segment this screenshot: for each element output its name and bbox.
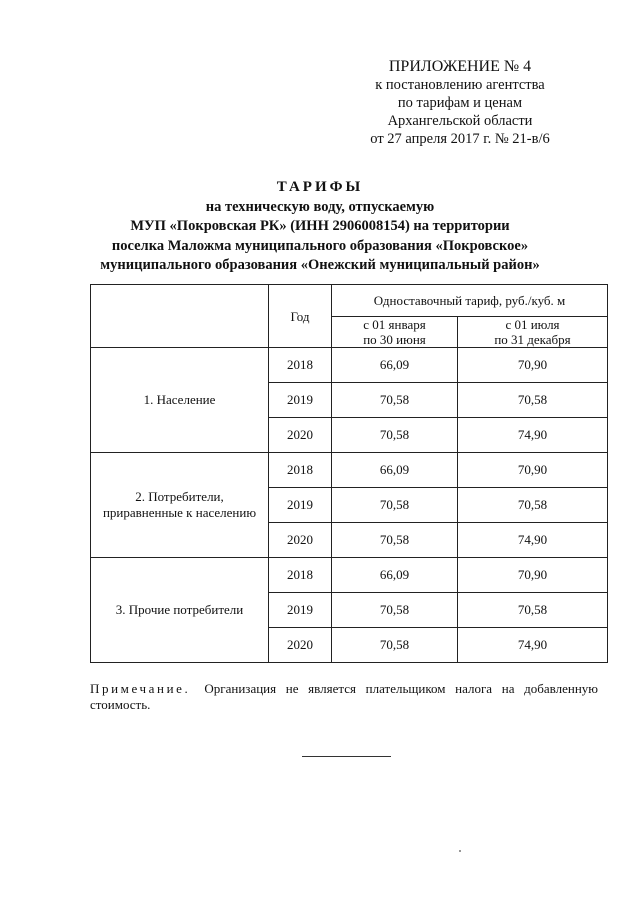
year-cell: 2018 (269, 348, 332, 383)
category-cell (91, 348, 269, 453)
tariff-h1-cell: 66,09 (332, 453, 458, 488)
tariff-h1-cell: 70,58 (332, 593, 458, 628)
category-cell (91, 558, 269, 663)
tariff-h2-cell: 70,58 (458, 488, 608, 523)
tariff-table (90, 284, 608, 663)
header-tariff: Одноставочный тариф, руб./куб. м (332, 285, 608, 317)
header-period-2-line2: по 31 декабря (494, 332, 571, 347)
year-cell: 2019 (269, 383, 332, 418)
appendix-line: к постановлению агентства (375, 77, 545, 93)
category-cell (91, 453, 269, 558)
table-row (91, 453, 608, 488)
header-period-2-line1: с 01 июля (505, 317, 560, 332)
year-cell: 2020 (269, 418, 332, 453)
document-heading: ТАРИФЫ (276, 179, 364, 195)
tariff-h1-cell: 70,58 (332, 488, 458, 523)
year-cell: 2019 (269, 488, 332, 523)
year-cell: 2020 (269, 523, 332, 558)
tariff-h2-cell: 70,90 (458, 348, 608, 383)
category-label: 3. Прочие потребители (115, 602, 244, 617)
note-block (90, 681, 598, 713)
tariff-h2-cell: 74,90 (458, 628, 608, 663)
appendix-number: ПРИЛОЖЕНИЕ № 4 (388, 58, 532, 75)
appendix-date: от 27 апреля 2017 г. № 21-в/6 (370, 131, 550, 147)
tariff-h1-cell: 70,58 (332, 628, 458, 663)
note-label: Примечание. (90, 681, 191, 696)
tariff-h1-cell: 66,09 (332, 558, 458, 593)
header-category (91, 285, 269, 348)
table-row (91, 558, 608, 593)
tariff-h2-cell: 70,90 (458, 558, 608, 593)
header-period-1-line1: с 01 января (363, 317, 426, 332)
year-cell: 2018 (269, 558, 332, 593)
category-label: 1. Население (143, 392, 216, 407)
tariff-h2-cell: 70,58 (458, 383, 608, 418)
header-period-2 (458, 317, 608, 348)
year-cell: 2018 (269, 453, 332, 488)
year-cell: 2020 (269, 628, 332, 663)
appendix-line: по тарифам и ценам (397, 95, 523, 111)
header-period-1 (332, 317, 458, 348)
appendix-line: Архангельской области (387, 113, 533, 129)
scan-speck (459, 850, 461, 852)
table-header-row (91, 285, 608, 317)
tariff-h2-cell: 70,90 (458, 453, 608, 488)
title-line: муниципального образования «Онежский муниципальный район» (100, 257, 540, 273)
table-row (91, 348, 608, 383)
year-cell: 2019 (269, 593, 332, 628)
category-label: 2. Потребители, (135, 489, 224, 504)
tariff-h1-cell: 70,58 (332, 418, 458, 453)
tariff-h2-cell: 74,90 (458, 523, 608, 558)
tariff-h2-cell: 70,58 (458, 593, 608, 628)
title-line: МУП «Покровская РК» (ИНН 2906008154) на территории (130, 218, 510, 234)
note-text: Организация не является плательщиком налога на добавленную стоимость. (90, 681, 599, 712)
header-period-1-line2: по 30 июня (363, 332, 426, 347)
appendix-block (360, 58, 560, 148)
document-title-block (0, 178, 640, 276)
title-line: поселка Маложма муниципального образования «Покровское» (111, 237, 529, 254)
header-year: Год (269, 285, 332, 348)
tariff-h2-cell: 74,90 (458, 418, 608, 453)
tariff-h1-cell: 66,09 (332, 348, 458, 383)
title-line: на техническую воду, отпускаемую (205, 198, 435, 215)
category-label-cont: приравненные к населению (102, 505, 257, 520)
tariff-h1-cell: 70,58 (332, 523, 458, 558)
tariff-h1-cell: 70,58 (332, 383, 458, 418)
closing-rule (302, 756, 391, 757)
